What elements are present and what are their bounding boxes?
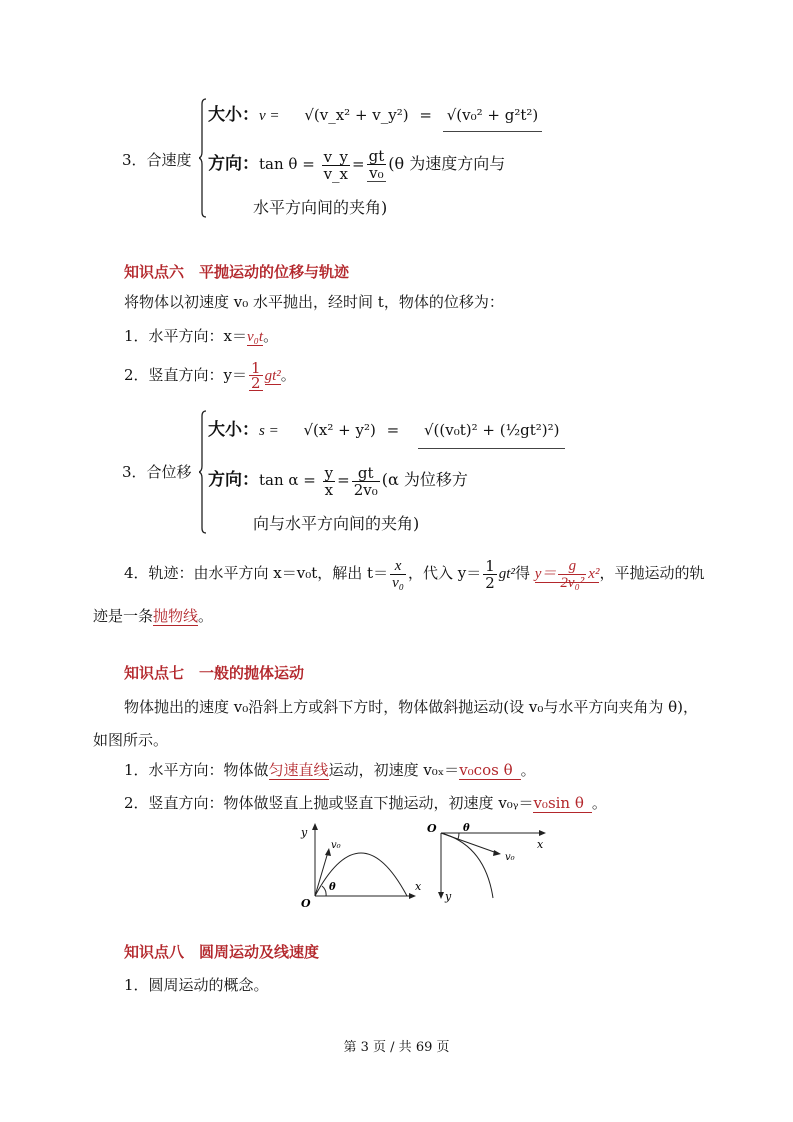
svg-text:x: x — [415, 880, 422, 893]
trajectory-answer: y＝ $\frac{g}{\text{2v₀²}}$ x² — [534, 557, 600, 591]
brace — [199, 98, 207, 218]
combined-velocity-label: 3．合速度 — [122, 151, 192, 169]
section-7-para-1: 物体抛出的速度 v₀沿斜上方或斜下方时，物体做斜抛运动(设 v₀与水平方向夹角为 θ)， — [124, 698, 699, 716]
page-footer: 第 3 页 / 共 69 页 — [343, 1040, 450, 1055]
svg-text:θ: θ — [329, 882, 336, 893]
svg-text:v₀: v₀ — [331, 840, 341, 851]
svg-text:v₀: v₀ — [505, 852, 515, 863]
section-8-heading: 知识点八 圆周运动及线速度 — [124, 943, 320, 961]
section-8-item-1: 1．圆周运动的概念。 — [124, 976, 269, 994]
svg-text:y: y — [445, 890, 452, 903]
section-6-heading: 知识点六 平抛运动的位移与轨迹 — [124, 263, 350, 281]
trajectory-line-2: 迹是一条抛物线。 — [93, 607, 214, 625]
downward-projectile-figure — [425, 820, 555, 908]
svg-text:O: O — [301, 897, 311, 908]
brace — [199, 410, 207, 534]
answer-blank: √((v₀t)² + (½gt²)²) — [418, 418, 566, 449]
svg-text:x: x — [537, 838, 544, 851]
displacement-direction: 方向：tan α = $\frac{y}{x}$ = $\frac{gt}{\text{2v₀}}$ (α 为位移方 — [208, 463, 468, 499]
velocity-direction-note: 水平方向间的夹角) — [253, 198, 388, 217]
svg-text:θ: θ — [463, 823, 470, 834]
section-6-intro: 将物体以初速度 v₀ 水平抛出，经时间 t，物体的位移为： — [124, 293, 504, 311]
section-6-item-1: 1．水平方向：x＝v₀t。 — [124, 327, 279, 345]
trajectory-line: 4．轨迹：由水平方向 x＝v₀t，解出 t＝ $\frac{x}{\text{v₀}}$ ，代入 y＝ $\frac{1}{2}$ gt²得 y＝ $\frac{g}{\text{2v₀²}}$ x²，平抛运动的轨 — [124, 556, 705, 592]
displacement-magnitude: 大小：s = √(x² + y²) = √((v₀t)² + (½gt²)²) — [208, 418, 565, 449]
section-7-para-2: 如图所示。 — [93, 731, 169, 749]
oblique-projectile-figure — [295, 820, 425, 908]
section-7-heading: 知识点七 一般的抛体运动 — [124, 664, 305, 682]
velocity-direction: 方向：tan θ = $\frac{v\_y}{v\_x}$ = $\frac{gt}{\text{v₀}}$ (θ 为速度方向与 — [208, 147, 506, 183]
svg-text:y: y — [301, 826, 308, 839]
answer-blank: √(v₀² + g²t²) — [443, 105, 543, 132]
section-6-item-2: 2．竖直方向：y＝ $\frac{1}{2}$ gt²。 — [124, 359, 296, 392]
displacement-direction-note: 向与水平方向间的夹角) — [253, 514, 420, 533]
velocity-magnitude: 大小：v = √(v_x² + v_y²) = √(v₀² + g²t²) — [208, 105, 542, 132]
section-7-item-2: 2．竖直方向：物体做竖直上抛或竖直下抛运动，初速度 v₀ᵧ＝v₀sin θ 。 — [124, 794, 607, 812]
section-7-item-1: 1．水平方向：物体做匀速直线运动，初速度 v₀ₓ＝v₀cos θ 。 — [124, 761, 536, 779]
svg-text:O: O — [427, 822, 437, 835]
combined-displacement-label: 3．合位移 — [122, 463, 192, 481]
